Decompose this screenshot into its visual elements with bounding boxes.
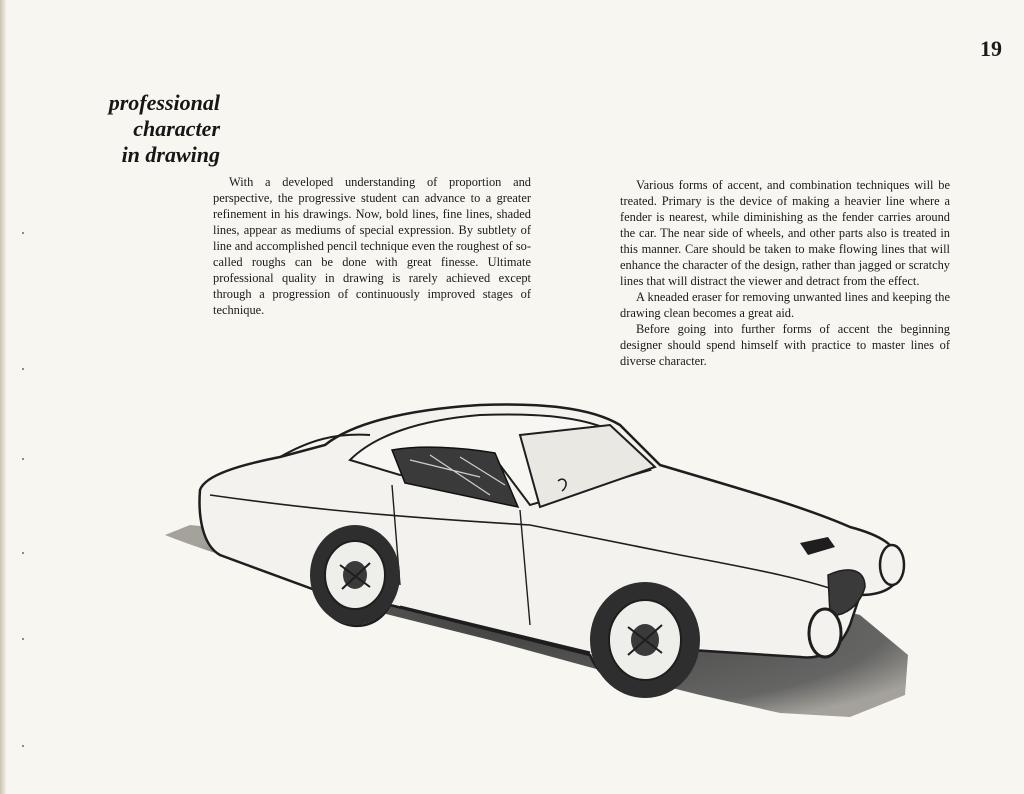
headlight-upper [880,545,904,585]
left-text-column [213,174,531,318]
paper-speck [22,552,24,554]
paper-speck [22,368,24,370]
front-wheel [590,582,700,698]
title-line: in drawing [121,142,220,167]
page-title [40,90,220,168]
paper-speck [22,458,24,460]
sports-car-illustration [160,395,920,735]
page-binding-edge [0,0,6,794]
headlight-lower [809,609,841,657]
rear-wheel [310,525,400,625]
paragraph: Before going into further forms of accent the beginning designer should spend himself with practice to master lines of diverse character. [620,322,950,368]
paragraph: A kneaded eraser for removing unwanted lines and keeping the drawing clean becomes a great aid. [620,290,950,320]
paper-speck [22,638,24,640]
right-text-column [620,177,950,369]
front-grille [828,570,865,615]
title-line: character [133,116,220,141]
paragraph: Various forms of accent, and combination techniques will be treated. Primary is the device of making a heavier line where a fender is nearest, while diminishing as the fender carries around the car. The near side of wheels, and other parts also is treated in this manner. Care should be taken to make flowing lines that will enhance the character of the design, rather than jagged or scratchy lines that will distract the viewer and detract from the effect. [620,178,950,288]
page-number: 19 [980,36,1002,61]
paper-speck [22,745,24,747]
paper-speck [22,232,24,234]
paragraph: With a developed understanding of proportion and perspective, the progressive student can advance to a greater refinement in his drawings. Now, bold lines, fine lines, shaded lines, appear as mediums of special expression. By subtlety of line and accomplished pencil technique even the roughest of so-called roughs can be done with great finesse. Ultimate professional quality in drawing is rarely achieved except through a progression of continuously improved stages of technique. [213,175,531,317]
title-line: professional [108,90,220,115]
